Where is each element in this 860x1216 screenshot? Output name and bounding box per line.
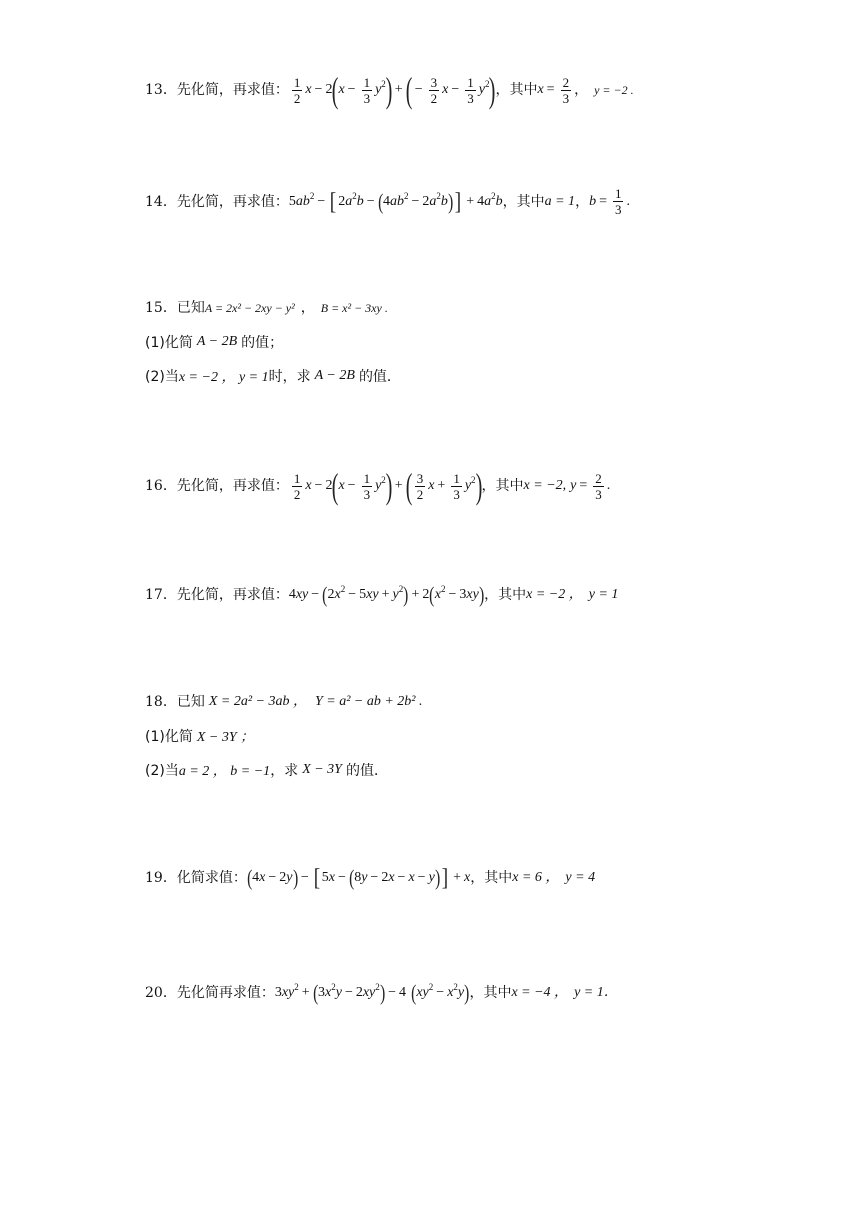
problem-lead: 已知 [176,300,205,316]
problem-lead: 已知 [176,694,205,710]
y-value: y = 1 [588,587,619,602]
y-value: y = 4 [565,870,596,885]
condition-label: ，其中 [484,587,527,603]
problem-lead: 先化简再求值： [176,985,275,1001]
condition-label: ，其中 [495,82,538,98]
problem-17: 17． 先化简，再求值： 4 xy − ( 2 $x^2$ − 5 xy + $y^2$ ) + 2 ( $x^2$ − 3 xy ) ，其中 x = −2 ， y = 1 [145,582,619,607]
problem-14: 14． 先化简，再求值： 5 $ab^2$ − [ 2 $a^2b$ − ( 4 $ab^2$ − 2 $a^2b$ ) ] + 4 $a^2b$ ，其中 a = 1 ， b = $\frac{1}{3}$ . [145,186,630,217]
fraction: $\frac{1}{3}$ [467,74,474,106]
problem-lead: 先化简，再求值： [176,478,289,494]
x-value-fraction: $\frac{2}{3}$ [562,74,570,106]
problem-lead: 先化简，再求值： [176,82,289,98]
condition-label: ，其中 [502,193,545,210]
problem-18 [145,692,423,712]
problem-20: 20． 先化简再求值： 3 $xy^2$ + ( 3 $x^2y$ − 2 $xy^2$ ) − 4 ( $xy^2$ − $x^2y$ ) ，其中 x = −4 ， y = 1． [145,980,618,1005]
problem-18-part-2: (2)当 a = 2 ， b = −1 ，求 X − 3Y 的值． [145,762,388,779]
problem-15-part-2: (2)当 x = −2 ， y = 1 时，求 A − 2B 的值． [145,368,401,385]
problem-lead: 先化简，再求值： [176,587,289,603]
condition-label: ，其中 [481,478,524,494]
problem-13: 13． 先化简，再求值： $\frac{1}{2}$ x − 2 ( x − $\frac{1}{3}$ $y^2$ ) + ( − $\frac{3}{2}$ x − $\frac{1}{3}$ $y^2$ ) ，其中 x = $\frac{2}{3}$ ， y = −2 . [145,70,634,110]
Y-expression: Y = a² − ab + 2b² . [314,694,423,709]
problem-number: 17． [145,587,177,603]
fraction: $\frac{1}{2}$ [293,74,301,106]
problem-19: 19． 化简求值： ( 4 x − 2 y ) − [ 5 x − ( 8 y − 2 x − x − y ) ] + x ，其中 x = 6 ， y = 4 [145,865,596,891]
X-expression: X = 2a² − 3ab ， [208,694,307,709]
x-value: x = −2 ， [526,587,583,602]
B-expression: B = x² − 3xy . [320,301,388,315]
condition-label: ，其中 [469,985,512,1001]
y-value-fraction: $\frac{2}{3}$ [595,470,602,502]
y-value: y = −2 . [594,83,634,97]
problem-15-part-1: (1)化简 A − 2B 的值； [145,334,284,351]
problem-number: 20． [145,985,177,1001]
condition-label: ，其中 [470,870,513,886]
x-value: x = −2, [523,478,567,493]
problem-18-part-1: (1)化简 X − 3Y ； [145,729,255,745]
a-value: a = 1 [544,193,576,209]
problem-number: 19． [145,870,177,886]
problem-number: 18． [145,694,177,710]
fraction: $\frac{1}{3}$ [363,74,371,106]
problem-number: 14． [145,193,177,210]
A-expression: A = 2x² − 2xy − y² [204,301,295,315]
x-value: x = 6 ， [512,870,560,885]
problem-lead: 化简求值： [176,870,247,886]
x-value: x = −4 ， [511,985,569,1000]
problem-15: 15． 已知 A = 2x² − 2xy − y² ， B = x² − 3xy . [145,300,388,316]
problem-16: 16． 先化简，再求值： $\frac{1}{2}$ x − 2 ( x − $\frac{1}{3}$ $y^2$ ) + ( $\frac{3}{2}$ x + $\frac{1}{3}$ $y^2$ ) ，其中 x = −2, y = $\frac{2}{3}$ . [145,466,611,506]
fraction: $\frac{3}{2}$ [430,74,438,106]
problem-number: 15． [145,300,177,316]
y-value: y = 1． [574,985,618,1000]
problem-lead: 先化简，再求值： [176,193,289,210]
problem-number: 13． [145,82,177,98]
problem-number: 16． [145,478,177,494]
b-value-fraction: $\frac{1}{3}$ [614,186,622,217]
